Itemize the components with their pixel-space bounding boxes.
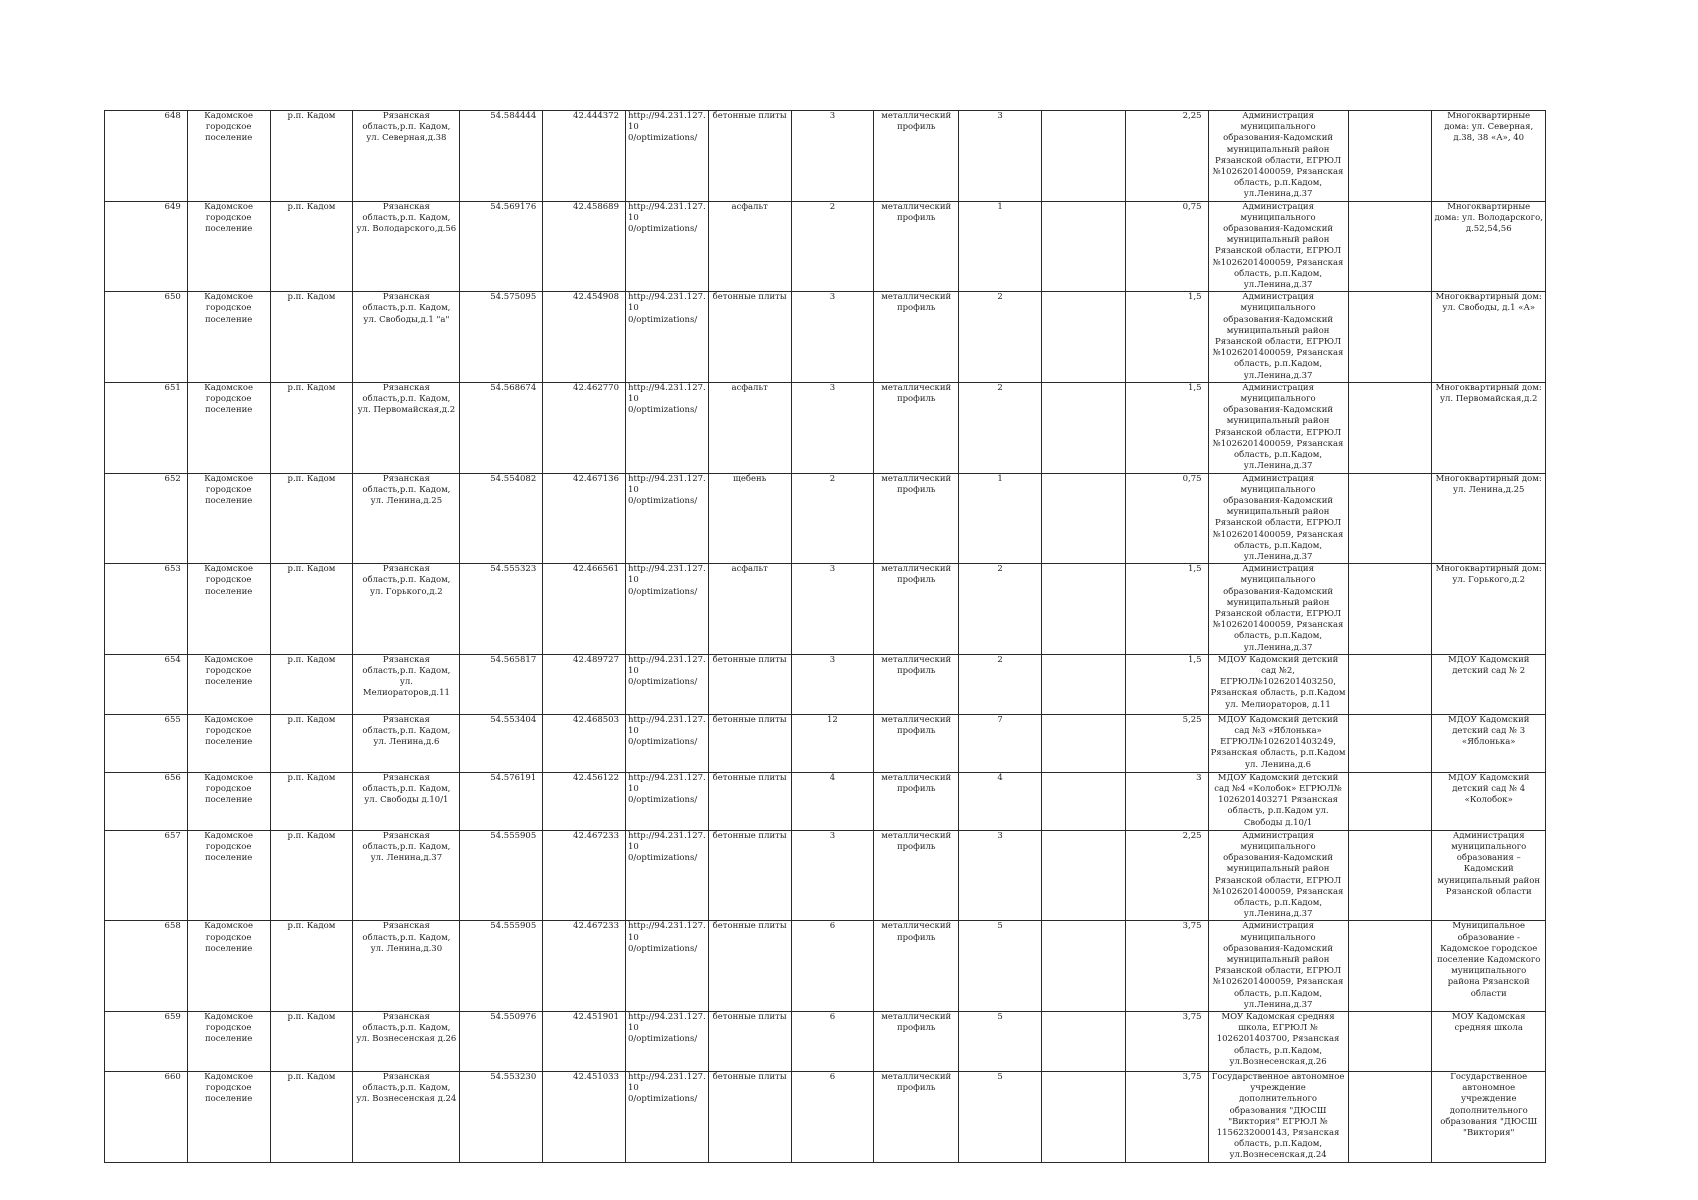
settlement-cell: Кадомское городское поселение — [187, 772, 270, 830]
url-cell: http://94.231.127.10 0/optimizations/ — [626, 830, 709, 921]
table-row — [105, 830, 1546, 921]
area-cell: 12 — [791, 714, 874, 772]
row-number-cell: 652 — [105, 473, 188, 564]
empty-cell — [1348, 714, 1432, 772]
volume-cell: 1,5 — [1125, 292, 1208, 383]
waste-sources-cell: Многоквартирный дом: ул. Горького,д.2 — [1432, 564, 1546, 655]
owner-cell: Государственное автономное учреждение дополнительного образования "ДЮСШ "Виктория" ЕГРЮЛ № 1156232000143, Рязанская область, р.п.Кадом, ул.Вознесенская,д.24 — [1208, 1072, 1348, 1163]
owner-cell: МДОУ Кадомский детский сад №4 «Колобок» ЕГРЮЛ№ 1026201403271 Рязанская область, р.п.Кадом ул. Свободы д.10/1 — [1208, 772, 1348, 830]
table-row — [105, 111, 1546, 202]
volume-cell: 3,75 — [1125, 1072, 1208, 1163]
url-cell: http://94.231.127.10 0/optimizations/ — [626, 921, 709, 1012]
locality-cell: р.п. Кадом — [270, 1072, 353, 1163]
settlement-cell: Кадомское городское поселение — [187, 1072, 270, 1163]
volume-cell: 3,75 — [1125, 921, 1208, 1012]
owner-cell: Администрация муниципального образования-Кадомский муниципальный район Рязанской области, ЕГРЮЛ №1026201400059, Рязанская область, р.п.Кадом, ул.Ленина,д.37 — [1208, 921, 1348, 1012]
empty-cell — [1041, 292, 1125, 383]
settlement-cell: Кадомское городское поселение — [187, 292, 270, 383]
locality-cell: р.п. Кадом — [270, 111, 353, 202]
url-cell: http://94.231.127.10 0/optimizations/ — [626, 201, 709, 292]
settlement-cell: Кадомское городское поселение — [187, 714, 270, 772]
waste-sources-cell: Государственное автономное учреждение дополнительного образования "ДЮСШ "Виктория" — [1432, 1072, 1546, 1163]
address-cell: Рязанская область,р.п. Кадом, ул. Мелиораторов,д.11 — [353, 654, 460, 714]
area-cell: 3 — [791, 111, 874, 202]
latitude-cell: 54.550976 — [460, 1012, 543, 1072]
empty-cell — [1041, 1072, 1125, 1163]
url-cell: http://94.231.127.10 0/optimizations/ — [626, 1012, 709, 1072]
volume-cell: 3,75 — [1125, 1012, 1208, 1072]
latitude-cell: 54.569176 — [460, 201, 543, 292]
area-cell: 4 — [791, 772, 874, 830]
settlement-cell: Кадомское городское поселение — [187, 921, 270, 1012]
address-cell: Рязанская область,р.п. Кадом, ул. Северная,д.38 — [353, 111, 460, 202]
fence-cell: металлический профиль — [874, 382, 959, 473]
locality-cell: р.п. Кадом — [270, 921, 353, 1012]
locality-cell: р.п. Кадом — [270, 564, 353, 655]
longitude-cell: 42.462770 — [543, 382, 626, 473]
area-cell: 3 — [791, 564, 874, 655]
empty-cell — [1348, 564, 1432, 655]
fence-cell: металлический профиль — [874, 1072, 959, 1163]
row-number-cell: 660 — [105, 1072, 188, 1163]
locality-cell: р.п. Кадом — [270, 714, 353, 772]
table-row — [105, 1012, 1546, 1072]
empty-cell — [1041, 111, 1125, 202]
surface-cell: бетонные плиты — [708, 830, 791, 921]
volume-cell: 2,25 — [1125, 111, 1208, 202]
row-number-cell: 657 — [105, 830, 188, 921]
registry-table — [104, 110, 1546, 1163]
surface-cell: бетонные плиты — [708, 1012, 791, 1072]
surface-cell: асфальт — [708, 564, 791, 655]
empty-cell — [1348, 201, 1432, 292]
locality-cell: р.п. Кадом — [270, 382, 353, 473]
latitude-cell: 54.555905 — [460, 921, 543, 1012]
surface-cell: бетонные плиты — [708, 921, 791, 1012]
owner-cell: Администрация муниципального образования-Кадомский муниципальный район Рязанской области, ЕГРЮЛ №1026201400059, Рязанская область, р.п.Кадом, ул.Ленина,д.37 — [1208, 111, 1348, 202]
settlement-cell: Кадомское городское поселение — [187, 382, 270, 473]
longitude-cell: 42.468503 — [543, 714, 626, 772]
waste-sources-cell: Многоквартирные дома: ул. Северная, д.38, 38 «А», 40 — [1432, 111, 1546, 202]
url-cell: http://94.231.127.10 0/optimizations/ — [626, 473, 709, 564]
containers-count-cell: 1 — [959, 201, 1042, 292]
surface-cell: бетонные плиты — [708, 714, 791, 772]
address-cell: Рязанская область,р.п. Кадом, ул. Володарского,д.56 — [353, 201, 460, 292]
locality-cell: р.п. Кадом — [270, 473, 353, 564]
containers-count-cell: 3 — [959, 111, 1042, 202]
volume-cell: 0,75 — [1125, 473, 1208, 564]
containers-count-cell: 5 — [959, 1072, 1042, 1163]
url-cell: http://94.231.127.10 0/optimizations/ — [626, 772, 709, 830]
area-cell: 6 — [791, 1072, 874, 1163]
empty-cell — [1041, 564, 1125, 655]
owner-cell: Администрация муниципального образования-Кадомский муниципальный район Рязанской области, ЕГРЮЛ №1026201400059, Рязанская область, р.п.Кадом, ул.Ленина,д.37 — [1208, 201, 1348, 292]
waste-sources-cell: МОУ Кадомская средняя школа — [1432, 1012, 1546, 1072]
area-cell: 2 — [791, 473, 874, 564]
locality-cell: р.п. Кадом — [270, 1012, 353, 1072]
containers-count-cell: 3 — [959, 830, 1042, 921]
containers-count-cell: 2 — [959, 292, 1042, 383]
area-cell: 3 — [791, 830, 874, 921]
fence-cell: металлический профиль — [874, 714, 959, 772]
latitude-cell: 54.554082 — [460, 473, 543, 564]
table-row — [105, 292, 1546, 383]
owner-cell: Администрация муниципального образования-Кадомский муниципальный район Рязанской области, ЕГРЮЛ №1026201400059, Рязанская область, р.п.Кадом, ул.Ленина,д.37 — [1208, 473, 1348, 564]
containers-count-cell: 2 — [959, 382, 1042, 473]
longitude-cell: 42.467233 — [543, 830, 626, 921]
fence-cell: металлический профиль — [874, 201, 959, 292]
empty-cell — [1348, 292, 1432, 383]
containers-count-cell: 2 — [959, 564, 1042, 655]
waste-sources-cell: МДОУ Кадомский детский сад № 2 — [1432, 654, 1546, 714]
surface-cell: бетонные плиты — [708, 111, 791, 202]
row-number-cell: 654 — [105, 654, 188, 714]
longitude-cell: 42.454908 — [543, 292, 626, 383]
waste-sources-cell: МДОУ Кадомский детский сад № 3 «Яблонька» — [1432, 714, 1546, 772]
surface-cell: щебень — [708, 473, 791, 564]
area-cell: 3 — [791, 382, 874, 473]
empty-cell — [1041, 921, 1125, 1012]
locality-cell: р.п. Кадом — [270, 292, 353, 383]
empty-cell — [1348, 921, 1432, 1012]
empty-cell — [1348, 382, 1432, 473]
containers-count-cell: 1 — [959, 473, 1042, 564]
address-cell: Рязанская область,р.п. Кадом, ул. Вознесенская д.26 — [353, 1012, 460, 1072]
surface-cell: асфальт — [708, 382, 791, 473]
latitude-cell: 54.565817 — [460, 654, 543, 714]
longitude-cell: 42.456122 — [543, 772, 626, 830]
waste-sources-cell: МДОУ Кадомский детский сад № 4 «Колобок» — [1432, 772, 1546, 830]
empty-cell — [1348, 111, 1432, 202]
latitude-cell: 54.568674 — [460, 382, 543, 473]
empty-cell — [1041, 1012, 1125, 1072]
url-cell: http://94.231.127.10 0/optimizations/ — [626, 1072, 709, 1163]
fence-cell: металлический профиль — [874, 1012, 959, 1072]
fence-cell: металлический профиль — [874, 772, 959, 830]
area-cell: 6 — [791, 1012, 874, 1072]
empty-cell — [1348, 473, 1432, 564]
url-cell: http://94.231.127.10 0/optimizations/ — [626, 292, 709, 383]
containers-count-cell: 5 — [959, 1012, 1042, 1072]
waste-sources-cell: Многоквартирные дома: ул. Володарского, д.52,54,56 — [1432, 201, 1546, 292]
table-row — [105, 564, 1546, 655]
table-row — [105, 921, 1546, 1012]
settlement-cell: Кадомское городское поселение — [187, 473, 270, 564]
volume-cell: 1,5 — [1125, 382, 1208, 473]
table-row — [105, 382, 1546, 473]
fence-cell: металлический профиль — [874, 473, 959, 564]
longitude-cell: 42.466561 — [543, 564, 626, 655]
longitude-cell: 42.489727 — [543, 654, 626, 714]
empty-cell — [1041, 772, 1125, 830]
row-number-cell: 655 — [105, 714, 188, 772]
url-cell: http://94.231.127.10 0/optimizations/ — [626, 714, 709, 772]
owner-cell: Администрация муниципального образования-Кадомский муниципальный район Рязанской области, ЕГРЮЛ №1026201400059, Рязанская область, р.п.Кадом, ул.Ленина,д.37 — [1208, 564, 1348, 655]
fence-cell: металлический профиль — [874, 111, 959, 202]
empty-cell — [1348, 830, 1432, 921]
volume-cell: 0,75 — [1125, 201, 1208, 292]
volume-cell: 1,5 — [1125, 564, 1208, 655]
settlement-cell: Кадомское городское поселение — [187, 564, 270, 655]
address-cell: Рязанская область,р.п. Кадом, ул. Вознесенская д.24 — [353, 1072, 460, 1163]
waste-sources-cell: Муниципальное образование - Кадомское городское поселение Кадомского муниципального района Рязанской области — [1432, 921, 1546, 1012]
area-cell: 2 — [791, 201, 874, 292]
area-cell: 3 — [791, 654, 874, 714]
table-row — [105, 201, 1546, 292]
area-cell: 6 — [791, 921, 874, 1012]
table-row — [105, 654, 1546, 714]
owner-cell: МОУ Кадомская средняя школа, ЕГРЮЛ № 1026201403700, Рязанская область, р.п.Кадом, ул.Вознесенская,д.26 — [1208, 1012, 1348, 1072]
owner-cell: Администрация муниципального образования-Кадомский муниципальный район Рязанской области, ЕГРЮЛ №1026201400059, Рязанская область, р.п.Кадом, ул.Ленина,д.37 — [1208, 292, 1348, 383]
fence-cell: металлический профиль — [874, 292, 959, 383]
waste-sources-cell: Администрация муниципального образования – Кадомский муниципальный район Рязанской области — [1432, 830, 1546, 921]
address-cell: Рязанская область,р.п. Кадом, ул. Ленина,д.6 — [353, 714, 460, 772]
table-row — [105, 714, 1546, 772]
empty-cell — [1041, 382, 1125, 473]
settlement-cell: Кадомское городское поселение — [187, 201, 270, 292]
latitude-cell: 54.553230 — [460, 1072, 543, 1163]
fence-cell: металлический профиль — [874, 830, 959, 921]
owner-cell: Администрация муниципального образования-Кадомский муниципальный район Рязанской области, ЕГРЮЛ №1026201400059, Рязанская область, р.п.Кадом, ул.Ленина,д.37 — [1208, 382, 1348, 473]
row-number-cell: 649 — [105, 201, 188, 292]
surface-cell: бетонные плиты — [708, 772, 791, 830]
surface-cell: бетонные плиты — [708, 292, 791, 383]
volume-cell: 3 — [1125, 772, 1208, 830]
latitude-cell: 54.555905 — [460, 830, 543, 921]
empty-cell — [1348, 1012, 1432, 1072]
address-cell: Рязанская область,р.п. Кадом, ул. Горького,д.2 — [353, 564, 460, 655]
table-row — [105, 1072, 1546, 1163]
owner-cell: Администрация муниципального образования-Кадомский муниципальный район Рязанской области, ЕГРЮЛ №1026201400059, Рязанская область, р.п.Кадом, ул.Ленина,д.37 — [1208, 830, 1348, 921]
fence-cell: металлический профиль — [874, 564, 959, 655]
surface-cell: бетонные плиты — [708, 1072, 791, 1163]
address-cell: Рязанская область,р.п. Кадом, ул. Свободы д.10/1 — [353, 772, 460, 830]
containers-count-cell: 2 — [959, 654, 1042, 714]
address-cell: Рязанская область,р.п. Кадом, ул. Свободы,д.1 "а" — [353, 292, 460, 383]
address-cell: Рязанская область,р.п. Кадом, ул. Ленина,д.25 — [353, 473, 460, 564]
fence-cell: металлический профиль — [874, 654, 959, 714]
surface-cell: асфальт — [708, 201, 791, 292]
url-cell: http://94.231.127.10 0/optimizations/ — [626, 382, 709, 473]
settlement-cell: Кадомское городское поселение — [187, 830, 270, 921]
empty-cell — [1348, 654, 1432, 714]
volume-cell: 2,25 — [1125, 830, 1208, 921]
surface-cell: бетонные плиты — [708, 654, 791, 714]
locality-cell: р.п. Кадом — [270, 830, 353, 921]
latitude-cell: 54.553404 — [460, 714, 543, 772]
latitude-cell: 54.555323 — [460, 564, 543, 655]
empty-cell — [1041, 654, 1125, 714]
url-cell: http://94.231.127.10 0/optimizations/ — [626, 564, 709, 655]
volume-cell: 1,5 — [1125, 654, 1208, 714]
empty-cell — [1348, 1072, 1432, 1163]
fence-cell: металлический профиль — [874, 921, 959, 1012]
empty-cell — [1041, 830, 1125, 921]
volume-cell: 5,25 — [1125, 714, 1208, 772]
locality-cell: р.п. Кадом — [270, 201, 353, 292]
containers-count-cell: 7 — [959, 714, 1042, 772]
waste-sources-cell: Многоквартирный дом: ул. Первомайская,д.2 — [1432, 382, 1546, 473]
empty-cell — [1348, 772, 1432, 830]
row-number-cell: 650 — [105, 292, 188, 383]
row-number-cell: 658 — [105, 921, 188, 1012]
locality-cell: р.п. Кадом — [270, 772, 353, 830]
row-number-cell: 648 — [105, 111, 188, 202]
settlement-cell: Кадомское городское поселение — [187, 111, 270, 202]
latitude-cell: 54.575095 — [460, 292, 543, 383]
containers-count-cell: 5 — [959, 921, 1042, 1012]
longitude-cell: 42.444372 — [543, 111, 626, 202]
row-number-cell: 659 — [105, 1012, 188, 1072]
longitude-cell: 42.451033 — [543, 1072, 626, 1163]
locality-cell: р.п. Кадом — [270, 654, 353, 714]
settlement-cell: Кадомское городское поселение — [187, 654, 270, 714]
row-number-cell: 651 — [105, 382, 188, 473]
empty-cell — [1041, 201, 1125, 292]
owner-cell: МДОУ Кадомский детский сад №2, ЕГРЮЛ№1026201403250, Рязанская область, р.п.Кадом ул. Мелиораторов, д.11 — [1208, 654, 1348, 714]
latitude-cell: 54.584444 — [460, 111, 543, 202]
address-cell: Рязанская область,р.п. Кадом, ул. Ленина,д.37 — [353, 830, 460, 921]
table-row — [105, 473, 1546, 564]
longitude-cell: 42.467136 — [543, 473, 626, 564]
latitude-cell: 54.576191 — [460, 772, 543, 830]
longitude-cell: 42.451901 — [543, 1012, 626, 1072]
longitude-cell: 42.467233 — [543, 921, 626, 1012]
row-number-cell: 656 — [105, 772, 188, 830]
empty-cell — [1041, 714, 1125, 772]
owner-cell: МДОУ Кадомский детский сад №3 «Яблонька» ЕГРЮЛ№1026201403249, Рязанская область, р.п.Кадом ул. Ленина,д.6 — [1208, 714, 1348, 772]
url-cell: http://94.231.127.10 0/optimizations/ — [626, 111, 709, 202]
row-number-cell: 653 — [105, 564, 188, 655]
waste-sources-cell: Многоквартирный дом: ул. Ленина,д.25 — [1432, 473, 1546, 564]
empty-cell — [1041, 473, 1125, 564]
settlement-cell: Кадомское городское поселение — [187, 1012, 270, 1072]
address-cell: Рязанская область,р.п. Кадом, ул. Первомайская,д.2 — [353, 382, 460, 473]
url-cell: http://94.231.127.10 0/optimizations/ — [626, 654, 709, 714]
longitude-cell: 42.458689 — [543, 201, 626, 292]
table-row — [105, 772, 1546, 830]
containers-count-cell: 4 — [959, 772, 1042, 830]
waste-sources-cell: Многоквартирный дом: ул. Свободы, д.1 «А» — [1432, 292, 1546, 383]
address-cell: Рязанская область,р.п. Кадом, ул. Ленина,д.30 — [353, 921, 460, 1012]
area-cell: 3 — [791, 292, 874, 383]
